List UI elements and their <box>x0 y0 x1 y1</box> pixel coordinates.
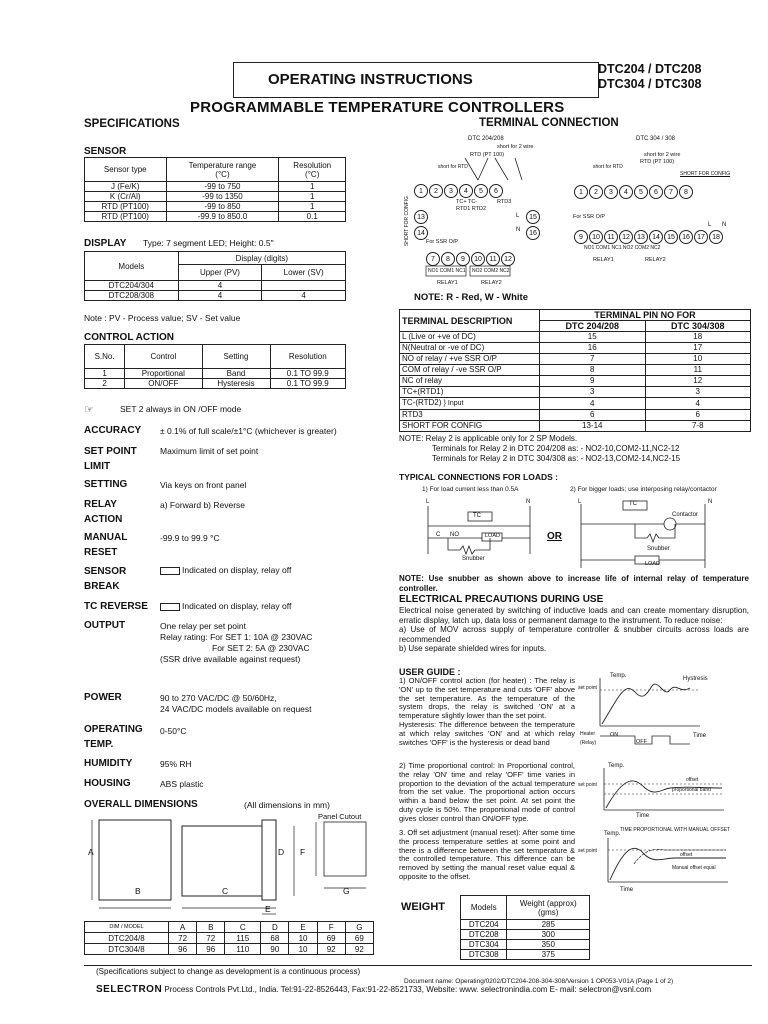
display-break-icon <box>160 567 180 575</box>
typical-load1: LOAD <box>485 533 500 539</box>
panel-cutout-label: Panel Cutout <box>318 812 362 821</box>
control-c3: Setting <box>202 345 270 369</box>
display-models-header: Models <box>85 252 179 281</box>
housing-value: ABS plastic <box>160 779 204 789</box>
term304-shortcfg: SHORT FOR CONFIG <box>680 171 731 177</box>
relay-action-label: RELAY ACTION <box>84 499 123 525</box>
dim-letter-d: D <box>278 847 285 857</box>
specifications-heading: SPECIFICATIONS <box>84 118 180 130</box>
display-note: Note : PV - Process value; SV - Set value <box>84 313 241 323</box>
term-cell: 11 <box>645 365 751 376</box>
output-details: One relay per set point Relay rating: For SET 1: 10A @ 230VAC For SET 2: 5A @ 230VAC (SSR drive available against request) <box>160 621 313 664</box>
g1-time: Time <box>693 733 707 739</box>
terminal: 9 <box>456 252 470 266</box>
g3-title: TIME PROPORTIONAL WITH MANUAL OFFSET <box>620 827 731 833</box>
models-line2: DTC304 / DTC308 <box>598 77 702 91</box>
dimensions-heading: OVERALL DIMENSIONS <box>84 799 198 810</box>
typical-l2: L <box>578 499 582 505</box>
terminal: 16 <box>679 230 693 244</box>
dim-letter-e: E <box>265 904 271 914</box>
term-cell: 16 <box>540 343 646 354</box>
g1-heater: Heater (Relay) <box>580 731 597 746</box>
g2-setpoint: set point <box>578 782 597 788</box>
sensor-cell: K (Cr/Al) <box>85 192 167 202</box>
term204-short-rtd: short for RTD <box>438 164 468 170</box>
g3-offset: offset <box>680 852 693 858</box>
weight-cell: 350 <box>507 940 590 950</box>
dim-header: F <box>317 922 345 933</box>
footer-company-line <box>96 984 651 995</box>
typical-load2: LOAD <box>645 561 660 567</box>
control-c1: S.No. <box>85 345 125 369</box>
term-cell: 6 <box>540 410 646 421</box>
terminal: 18 <box>709 230 723 244</box>
main-title: PROGRAMMABLE TEMPERATURE CONTROLLERS <box>190 99 565 116</box>
term304-bottom-row <box>574 230 724 244</box>
dim-header: G <box>345 922 373 933</box>
dim-cell: 10 <box>289 933 317 944</box>
dim-letter-g: G <box>343 886 350 896</box>
weight-cell: DTC304 <box>461 940 507 950</box>
header-models <box>598 62 702 92</box>
dim-letter-c: C <box>222 886 229 896</box>
terminal: 12 <box>501 252 515 266</box>
terminal-connection-heading: TERMINAL CONNECTION <box>479 117 619 129</box>
display-type: Type: 7 segment LED; Height: 0.5" <box>143 238 274 248</box>
dim-cell: DTC304/8 <box>85 944 169 955</box>
terminal: 11 <box>486 252 500 266</box>
term304-short2: short for 2 wire <box>644 152 681 158</box>
dim-header: E <box>289 922 317 933</box>
typical-n2: N <box>708 499 713 505</box>
terminal: 7 <box>664 185 678 199</box>
terminal: 10 <box>589 230 603 244</box>
sensor-cell: RTD (PT100) <box>85 202 167 212</box>
display-reverse-icon <box>160 603 180 611</box>
setpoint-label: SET POINT LIMIT <box>84 446 137 472</box>
term204-short2: short for 2 wire <box>497 144 534 150</box>
g1-temp: Temp. <box>610 673 627 679</box>
term-cell: RTD3 <box>400 410 540 421</box>
term304-relays: NO1 COM1 NC1 NO2 COM2 NC2 <box>584 245 661 251</box>
g2-band: proportional band <box>672 787 711 793</box>
dim-letter-f: F <box>300 847 306 857</box>
term204-side2 <box>526 210 541 240</box>
weight-cell: DTC204 <box>461 920 507 930</box>
term204-tc: TC+ TC- <box>456 199 478 205</box>
sensor-cell: -99.9 to 850.0 <box>166 212 279 222</box>
g3-time: Time <box>620 887 634 893</box>
term204-n: N <box>516 227 521 233</box>
dim-cell: 69 <box>317 933 345 944</box>
terminal: 15 <box>526 210 540 224</box>
control-cell: Hysteresis <box>202 379 270 389</box>
term304-title: DTC 304 / 308 <box>636 136 676 142</box>
control-c2: Control <box>125 345 202 369</box>
terminal: 15 <box>664 230 678 244</box>
weight-cell: 285 <box>507 920 590 930</box>
term-cell: 4 <box>540 398 646 410</box>
term204-rtd: RTD (PT 100) <box>470 152 505 158</box>
weight-table <box>460 895 590 960</box>
control-cell: ON/OFF <box>125 379 202 389</box>
dim-header: C <box>225 922 261 933</box>
terminal: 9 <box>574 230 588 244</box>
term-cell: 8 <box>540 365 646 376</box>
terminal: 3 <box>444 184 458 198</box>
housing-label: HOUSING <box>84 778 131 789</box>
control-cell: 0.1 TO 99.9 <box>270 379 345 389</box>
terminal: 17 <box>694 230 708 244</box>
dim-cell: 115 <box>225 933 261 944</box>
typical-no: NO <box>450 532 459 538</box>
terminal: 5 <box>634 185 648 199</box>
output-label: OUTPUT <box>84 620 126 631</box>
or-label: OR <box>547 531 562 542</box>
control-cell: 2 <box>85 379 125 389</box>
term-pin-header: TERMINAL PIN NO FOR <box>540 310 751 321</box>
dim-header: A <box>169 922 197 933</box>
terminal: 4 <box>619 185 633 199</box>
weight-label: WEIGHT <box>401 901 445 913</box>
dimension-drawing <box>84 812 374 922</box>
display-digits-header: Display (digits) <box>178 252 345 265</box>
term-cell: 12 <box>645 376 751 387</box>
sensor-cell: -99 to 850 <box>166 202 279 212</box>
weight-header: Weight (approx) (gms) <box>507 896 590 920</box>
setpoint-value: Maximum limit of set point <box>160 446 259 456</box>
typical-c: C <box>436 532 441 538</box>
dim-cell: 92 <box>345 944 373 955</box>
term204-title: DTC 204/208 <box>468 136 504 142</box>
dim-cell: 10 <box>289 944 317 955</box>
display-cell: DTC208/308 <box>85 291 179 301</box>
dim-cell: DTC204/8 <box>85 933 169 944</box>
dim-cell: 96 <box>197 944 225 955</box>
display-table <box>84 251 346 301</box>
term204-shortcfg: SHORT FOR CONFIG <box>404 196 410 247</box>
control-heading: CONTROL ACTION <box>84 332 174 343</box>
pointing-hand-icon: ☞ <box>84 404 94 416</box>
operating-label: OPERATING TEMP. <box>84 724 143 750</box>
terminal: 8 <box>441 252 455 266</box>
term204-ssr: For SSR O/P <box>426 239 459 245</box>
weight-cell: DTC208 <box>461 930 507 940</box>
dim-cell: 110 <box>225 944 261 955</box>
terminal-table <box>399 309 751 432</box>
control-cell: 1 <box>85 369 125 379</box>
tc-reverse-value: Indicated on display, relay off <box>182 601 292 611</box>
term-cell: 6 <box>645 410 751 421</box>
term204-bottom-row <box>426 252 516 266</box>
g2-time: Time <box>636 813 650 819</box>
term-204-header: DTC 204/208 <box>540 321 646 332</box>
control-cell: Band <box>202 369 270 379</box>
typical-heading: TYPICAL CONNECTIONS FOR LOADS : <box>399 472 558 482</box>
precautions-text: Electrical noise generated by switching of inductive loads and can create momentary disruption, erratic display, latch up, data loss or permanent damage to the instrument. To reduce noise: a) Use of MOV across supply of temperature controller & snubber circuits across loads are recommended b) Use separate shielded wires for inputs. <box>399 606 749 653</box>
term204-l: L <box>516 213 520 219</box>
terminal: 13 <box>414 210 428 224</box>
guide-p3: 3. Off set adjustment (manual reset): After some time the process temperature settles at some point and there is a difference between the set temperature & the controlled temperature. This difference can be removed by setting the manual reset value equal & opposite to the offset. <box>399 828 575 881</box>
power-label: POWER <box>84 692 122 703</box>
weight-cell: DTC308 <box>461 950 507 960</box>
terminal: 5 <box>474 184 488 198</box>
sensor-cell: J (Fe/K) <box>85 182 167 192</box>
term204-wiring <box>430 150 530 184</box>
tc-reverse-label: TC REVERSE <box>84 601 148 612</box>
note-rw: NOTE: R - Red, W - White <box>414 292 528 303</box>
term304-l: L <box>708 222 712 228</box>
term-cell: N(Neutral or -ve of DC) <box>400 343 540 354</box>
term-cell: COM of relay / -ve SSR O/P <box>400 365 540 376</box>
control-cell: Proportional <box>125 369 202 379</box>
g1-setpoint: set point <box>578 685 597 691</box>
terminal: 1 <box>414 184 428 198</box>
term-304-header: DTC 304/308 <box>645 321 751 332</box>
display-cell <box>262 281 346 291</box>
typical-circuit-1 <box>420 498 550 562</box>
precautions-heading: ELECTRICAL PRECAUTIONS DURING USE <box>399 594 604 605</box>
sensor-cell: -99 to 750 <box>166 182 279 192</box>
sensor-break-label: SENSOR BREAK <box>84 566 127 592</box>
g1-off: OFF <box>636 739 647 745</box>
weight-header: Models <box>461 896 507 920</box>
term-cell: 3 <box>645 387 751 398</box>
g2-offset: offset <box>686 777 699 783</box>
accuracy-value: ± 0.1% of full scale/±1°C (whichever is greater) <box>160 426 337 436</box>
dim-header: D <box>261 922 289 933</box>
terminal: 6 <box>649 185 663 199</box>
footer-doc: Document name: Operating/0202/DTC204-208-304-308/Version 1 OP053-V01A (Page 1 of 2) <box>404 978 674 985</box>
terminal: 14 <box>649 230 663 244</box>
display-cell: 4 <box>178 281 262 291</box>
terminal: 11 <box>604 230 618 244</box>
term-cell: 9 <box>540 376 646 387</box>
humidity-label: HUMIDITY <box>84 758 133 769</box>
dim-cell: 69 <box>345 933 373 944</box>
dimensions-note: (All dimensions in mm) <box>244 800 330 810</box>
term-cell: NO of relay / +ve SSR O/P <box>400 354 540 365</box>
term304-ssr: For SSR O/P <box>573 214 606 220</box>
term-cell: NC of relay <box>400 376 540 387</box>
dim-header: DIM / MODEL <box>85 922 169 933</box>
snubber-note: NOTE: Use snubber as shown above to increase life of internal relay of temperature controller. <box>399 574 749 593</box>
operating-value: 0-50°C <box>160 726 187 736</box>
footer-company: Process Controls Pvt.Ltd., India. Tel:91-22-8526443, Fax:91-22-8521733, Website: www. selectronindia.com E- mail: selectron@vsnl.com <box>164 985 652 994</box>
term204-no1: NO1 COM1 NC1 <box>428 268 466 274</box>
g2-temp: Temp. <box>608 763 625 769</box>
setting-label: SETTING <box>84 479 128 490</box>
term204-side <box>414 210 429 240</box>
relay-note: NOTE: Relay 2 is applicable only for 2 SP Models. Terminals for Relay 2 in DTC 204/208 as: - NO2-10,COM2-11,NC2-12 Terminals for Relay 2 in DTC 304/308 as: - NO2-13,COM2-14,NC2-15 <box>399 434 681 463</box>
terminal: 14 <box>414 226 428 240</box>
sensor-col1: Sensor type <box>85 158 167 182</box>
term-cell: 7 <box>540 354 646 365</box>
term-cell: 17 <box>645 343 751 354</box>
typical-snubber2: Snubber <box>647 546 670 552</box>
dim-cell: 92 <box>317 944 345 955</box>
setting-value: Via keys on front panel <box>160 480 247 490</box>
term-cell: 7-8 <box>645 421 751 432</box>
manual-reset-label: MANUAL RESET <box>84 532 128 558</box>
terminal: 2 <box>429 184 443 198</box>
sensor-break-value: Indicated on display, relay off <box>182 565 292 575</box>
term-cell: 13-14 <box>540 421 646 432</box>
display-cell: 4 <box>262 291 346 301</box>
term-cell: 18 <box>645 332 751 343</box>
term304-relay2: RELAY2 <box>645 257 666 263</box>
term304-short-rtd: short for RTD <box>593 164 623 170</box>
term304-relay1: RELAY1 <box>593 257 614 263</box>
dim-letter-b: B <box>135 886 141 896</box>
input-brace: } Input <box>443 400 464 407</box>
sensor-cell: -99 to 1350 <box>166 192 279 202</box>
term-cell: SHORT FOR CONFIG <box>400 421 540 432</box>
footer-disclaimer: (Specifications subject to change as development is a continuous process) <box>96 967 361 976</box>
set2-note: SET 2 always in ON /OFF mode <box>120 404 242 414</box>
models-line1: DTC204 / DTC208 <box>598 62 702 76</box>
weight-cell: 375 <box>507 950 590 960</box>
typical-c2: 2) For bigger loads; use interposing relay/contactor <box>570 486 717 493</box>
sensor-cell: 1 <box>279 202 346 212</box>
sensor-col3: Resolution (°C) <box>279 158 346 182</box>
guide-heading: USER GUIDE : <box>399 667 461 677</box>
display-cell: 4 <box>178 291 262 301</box>
g1-hyst: Hystresis <box>683 676 708 682</box>
term-cell: TC-(RTD2) } Input <box>400 398 540 410</box>
terminal: 4 <box>459 184 473 198</box>
typical-l1: L <box>426 499 430 505</box>
term-cell: 4 <box>645 398 751 410</box>
term-cell: 15 <box>540 332 646 343</box>
terminal: 7 <box>426 252 440 266</box>
sensor-cell: RTD (PT100) <box>85 212 167 222</box>
dim-header: B <box>197 922 225 933</box>
term304-top-row <box>574 185 694 199</box>
sensor-cell: 0.1 <box>279 212 346 222</box>
typical-n1: N <box>526 499 531 505</box>
term304-rtd: RTD (PT 100) <box>640 159 675 165</box>
typical-snubber1: Snubber <box>462 556 485 562</box>
term204-rtd12: RTD1 RTD2 <box>456 206 487 212</box>
sensor-col2: Temperature range (°C) <box>166 158 279 182</box>
terminal: 3 <box>604 185 618 199</box>
power-details: 90 to 270 VAC/DC @ 50/60Hz, 24 VAC/DC models available on request <box>160 693 312 714</box>
typical-c1: 1) For load current less than 0.5A <box>422 486 519 493</box>
term-desc-header: TERMINAL DESCRIPTION <box>400 310 540 332</box>
term-cell: 10 <box>645 354 751 365</box>
relay-action-value: a) Forward b) Reverse <box>160 500 246 510</box>
header-title: OPERATING INSTRUCTIONS <box>268 71 473 88</box>
terminal: 6 <box>489 184 503 198</box>
humidity-value: 95% RH <box>160 759 192 769</box>
display-heading: DISPLAY <box>84 238 127 249</box>
manual-reset-value: -99.9 to 99.9 °C <box>160 533 220 543</box>
term204-relay1: RELAY1 <box>437 280 458 286</box>
sensor-cell: 1 <box>279 182 346 192</box>
term204-top-row <box>414 184 504 198</box>
dimension-table <box>84 921 374 955</box>
sensor-cell: 1 <box>279 192 346 202</box>
typical-tc2: TC <box>629 501 637 507</box>
terminal: 2 <box>589 185 603 199</box>
term-cell: 3 <box>540 387 646 398</box>
term-cell: TC+(RTD1) <box>400 387 540 398</box>
term304-n: N <box>722 222 727 228</box>
dim-cell: 90 <box>261 944 289 955</box>
terminal: 1 <box>574 185 588 199</box>
terminal: 13 <box>634 230 648 244</box>
guide-p1: 1) ON/OFF control action (for heater) : The relay is 'ON' up to the set temperature and cuts 'OFF' above the set temperature. As the temperature of the system drops, the relay is switched 'ON' at a temperature slightly lower than the set point. Hysteresis: The difference between the temperature at which relay switches 'ON' and at which relay switches 'OFF' is the hysteresis or dead band <box>399 676 575 747</box>
term204-relay2: RELAY2 <box>481 280 502 286</box>
brand-logo: SELECTRON <box>96 984 163 995</box>
dim-cell: 68 <box>261 933 289 944</box>
display-lower-header: Lower (SV) <box>262 265 346 281</box>
typical-contactor: Contactor <box>672 512 699 518</box>
terminal: 12 <box>619 230 633 244</box>
control-c4: Resolution <box>270 345 345 369</box>
term204-no2: NO2 COM2 NC2 <box>472 268 510 274</box>
g3-manual: Manual offset equal <box>672 865 716 871</box>
term204-rtd3: RTD3 <box>497 199 512 205</box>
dim-letter-a: A <box>88 847 94 857</box>
sensor-table <box>84 157 346 222</box>
g3-setpoint: set point <box>578 848 597 854</box>
accuracy-label: ACCURACY <box>84 425 142 436</box>
control-table <box>84 344 346 389</box>
terminal: 16 <box>526 226 540 240</box>
weight-cell: 300 <box>507 930 590 940</box>
term-cell: L (Live or +ve of DC) <box>400 332 540 343</box>
display-upper-header: Upper (PV) <box>178 265 262 281</box>
dim-cell: 96 <box>169 944 197 955</box>
guide-p2: 2) Time proportional control: In Proportional control, the relay 'ON' time and relay 'OFF' time varies in proportion to the deviation of the actual temperature from the set value. The proportional action occurs within a band below the set point. At set point the duty cycle is 50%. The proportional mode of control gives closer control than ON/OFF type. <box>399 761 575 823</box>
dim-cell: 72 <box>169 933 197 944</box>
sensor-heading: SENSOR <box>84 146 127 157</box>
control-cell: 0.1 TO 99.9 <box>270 369 345 379</box>
terminal: 10 <box>471 252 485 266</box>
display-cell: DTC204/304 <box>85 281 179 291</box>
typical-tc1: TC <box>473 513 481 519</box>
terminal: 8 <box>679 185 693 199</box>
g1-on: ON <box>610 732 619 738</box>
dim-cell: 72 <box>197 933 225 944</box>
g3-temp: Temp. <box>604 831 621 837</box>
